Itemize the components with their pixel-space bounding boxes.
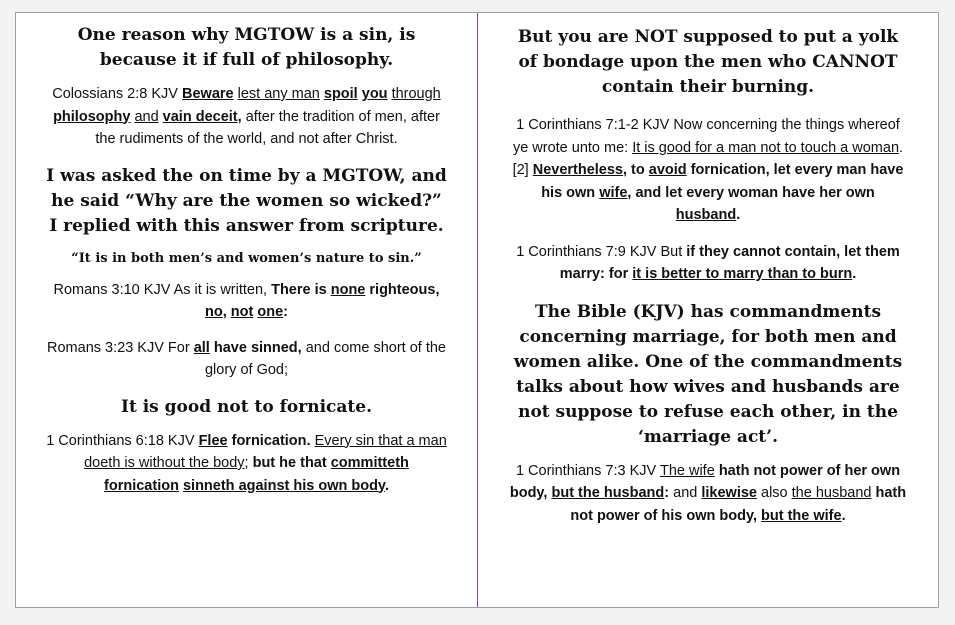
verse-word-underlined-bold: avoid	[648, 162, 687, 178]
verse-reference: Romans 3:10 KJV As it is written,	[53, 281, 268, 298]
verse-1-corinthians-7-3	[508, 460, 908, 528]
verse-reference: 1 Corinthians 7:1-2 KJV Now concerning the things whereof ye wrote unto me:	[512, 117, 900, 156]
heading-mgtow-philosophy: One reason why MGTOW is a sin, is because it if full of philosophy.	[77, 25, 416, 70]
verse-punctuation: .	[384, 477, 389, 494]
verse-word-underlined: through	[391, 86, 441, 102]
verse-text: and come short of the glory of God;	[204, 339, 446, 378]
heading-not-fornicate: It is good not to fornicate.	[121, 396, 372, 417]
verse-romans-3-23	[46, 337, 447, 382]
verse-word-underlined-bold: committeth	[330, 455, 409, 471]
verse-punctuation: :	[283, 304, 288, 320]
verse-word-bold: , and let every woman have her own	[627, 184, 875, 201]
verse-word-bold: have sinned,	[213, 339, 302, 356]
verse-word-underlined-bold: Beware	[182, 86, 234, 102]
verse-word-underlined-bold: sinneth against his own body	[182, 477, 385, 494]
verse-1-corinthians-7-1-2	[508, 114, 908, 227]
verse-word-bold: righteous,	[369, 281, 440, 298]
verse-romans-3-10	[46, 279, 447, 324]
verse-word-underlined-bold: spoil	[323, 86, 358, 102]
verse-reference: 1 Corinthians 7:9 KJV But	[516, 243, 683, 260]
verse-reference: Colossians 2:8 KJV	[52, 86, 178, 102]
verse-word-bold: hath not power of her own body,	[509, 462, 901, 501]
quote-nature-to-sin: “It is in both men’s and women’s nature to sin.”	[71, 250, 422, 266]
verse-word-underlined-bold: Nevertheless	[532, 162, 623, 178]
verse-word-underlined-bold: none	[330, 281, 366, 298]
verse-word-underlined-bold: husband	[675, 207, 737, 223]
verse-text: after the tradition of men, after the rudiments of the world, and not after Christ.	[95, 108, 440, 147]
verse-word-underlined: the husband	[791, 485, 872, 501]
verse-word-underlined: lest any man	[237, 86, 320, 102]
verse-reference: Romans 3:23 KJV For	[47, 339, 190, 356]
heading-marriage-commandments: The Bible (KJV) has commandments concerning marriage, for both men and women alike. One of the commandments talks about how wives and husbands are not suppose to refuse each other, in the ‘marriage act’.	[513, 301, 903, 447]
verse-word-underlined-bold: but the wife	[761, 507, 842, 524]
verse-word-underlined-bold: it is better to marry than to burn	[632, 266, 853, 282]
verse-reference: 1 Corinthians 7:3 KJV	[515, 462, 657, 479]
verse-word-underlined-bold: likewise	[701, 485, 757, 501]
verse-text: and	[673, 485, 698, 501]
verse-word-underlined-bold: but the husband	[551, 485, 665, 501]
verse-punctuation: ;	[244, 455, 249, 471]
verse-text: also	[761, 485, 788, 501]
verse-word-underlined-bold: not	[230, 304, 254, 320]
heading-yolk-of-bondage: But you are NOT supposed to put a yolk of bondage upon the men who CANNOT contain their burning.	[517, 27, 899, 97]
verse-word-bold: if they cannot contain, let them marry: for	[559, 243, 900, 282]
document-page	[15, 12, 939, 608]
right-column	[478, 13, 938, 607]
verse-word-underlined-bold: wife	[599, 184, 628, 201]
verse-word-underlined-bold: Flee	[198, 432, 228, 449]
verse-word-underlined-bold: fornication	[104, 477, 179, 494]
verse-word-underlined: It is good for a man not to touch a woman	[632, 139, 900, 156]
verse-word-underlined-bold: vain deceit	[162, 108, 238, 125]
verse-colossians-2-8	[46, 83, 447, 151]
verse-word-underlined-bold: one	[257, 304, 284, 320]
verse-word-underlined: The wife	[659, 462, 715, 479]
verse-punctuation: .	[841, 507, 846, 524]
verse-word-underlined-bold: no	[205, 304, 223, 320]
verse-word-bold: There is	[271, 281, 327, 298]
verse-text: . [2]	[512, 139, 904, 178]
verse-word-underlined-bold: philosophy	[53, 108, 131, 125]
heading-mgtow-question: I was asked the on time by a MGTOW, and he said “Why are the women so wicked?” I replied with this answer from scripture.	[46, 165, 447, 236]
verse-word-bold: fornication.	[231, 432, 311, 449]
verse-word-underlined-bold: you	[361, 86, 388, 102]
verse-punctuation: :	[664, 485, 670, 501]
verse-word-bold: fornication, let every man have his own	[541, 162, 904, 201]
left-column	[16, 13, 478, 607]
verse-punctuation: .	[852, 266, 857, 282]
verse-1-corinthians-6-18	[46, 430, 447, 498]
verse-word-underlined: and	[134, 108, 159, 125]
verse-punctuation: ,	[222, 304, 227, 320]
verse-word-bold: hath not power of his own body,	[570, 485, 907, 524]
verse-word-bold: but he that	[252, 455, 327, 471]
verse-punctuation: ,	[237, 108, 242, 125]
verse-1-corinthians-7-9	[508, 241, 908, 286]
verse-word-bold: , to	[623, 162, 645, 178]
verse-punctuation: .	[736, 207, 741, 223]
verse-reference: 1 Corinthians 6:18 KJV	[46, 432, 195, 449]
verse-word-underlined: Every sin that a man doeth is without the body	[84, 432, 447, 471]
verse-word-underlined-bold: all	[193, 339, 210, 356]
